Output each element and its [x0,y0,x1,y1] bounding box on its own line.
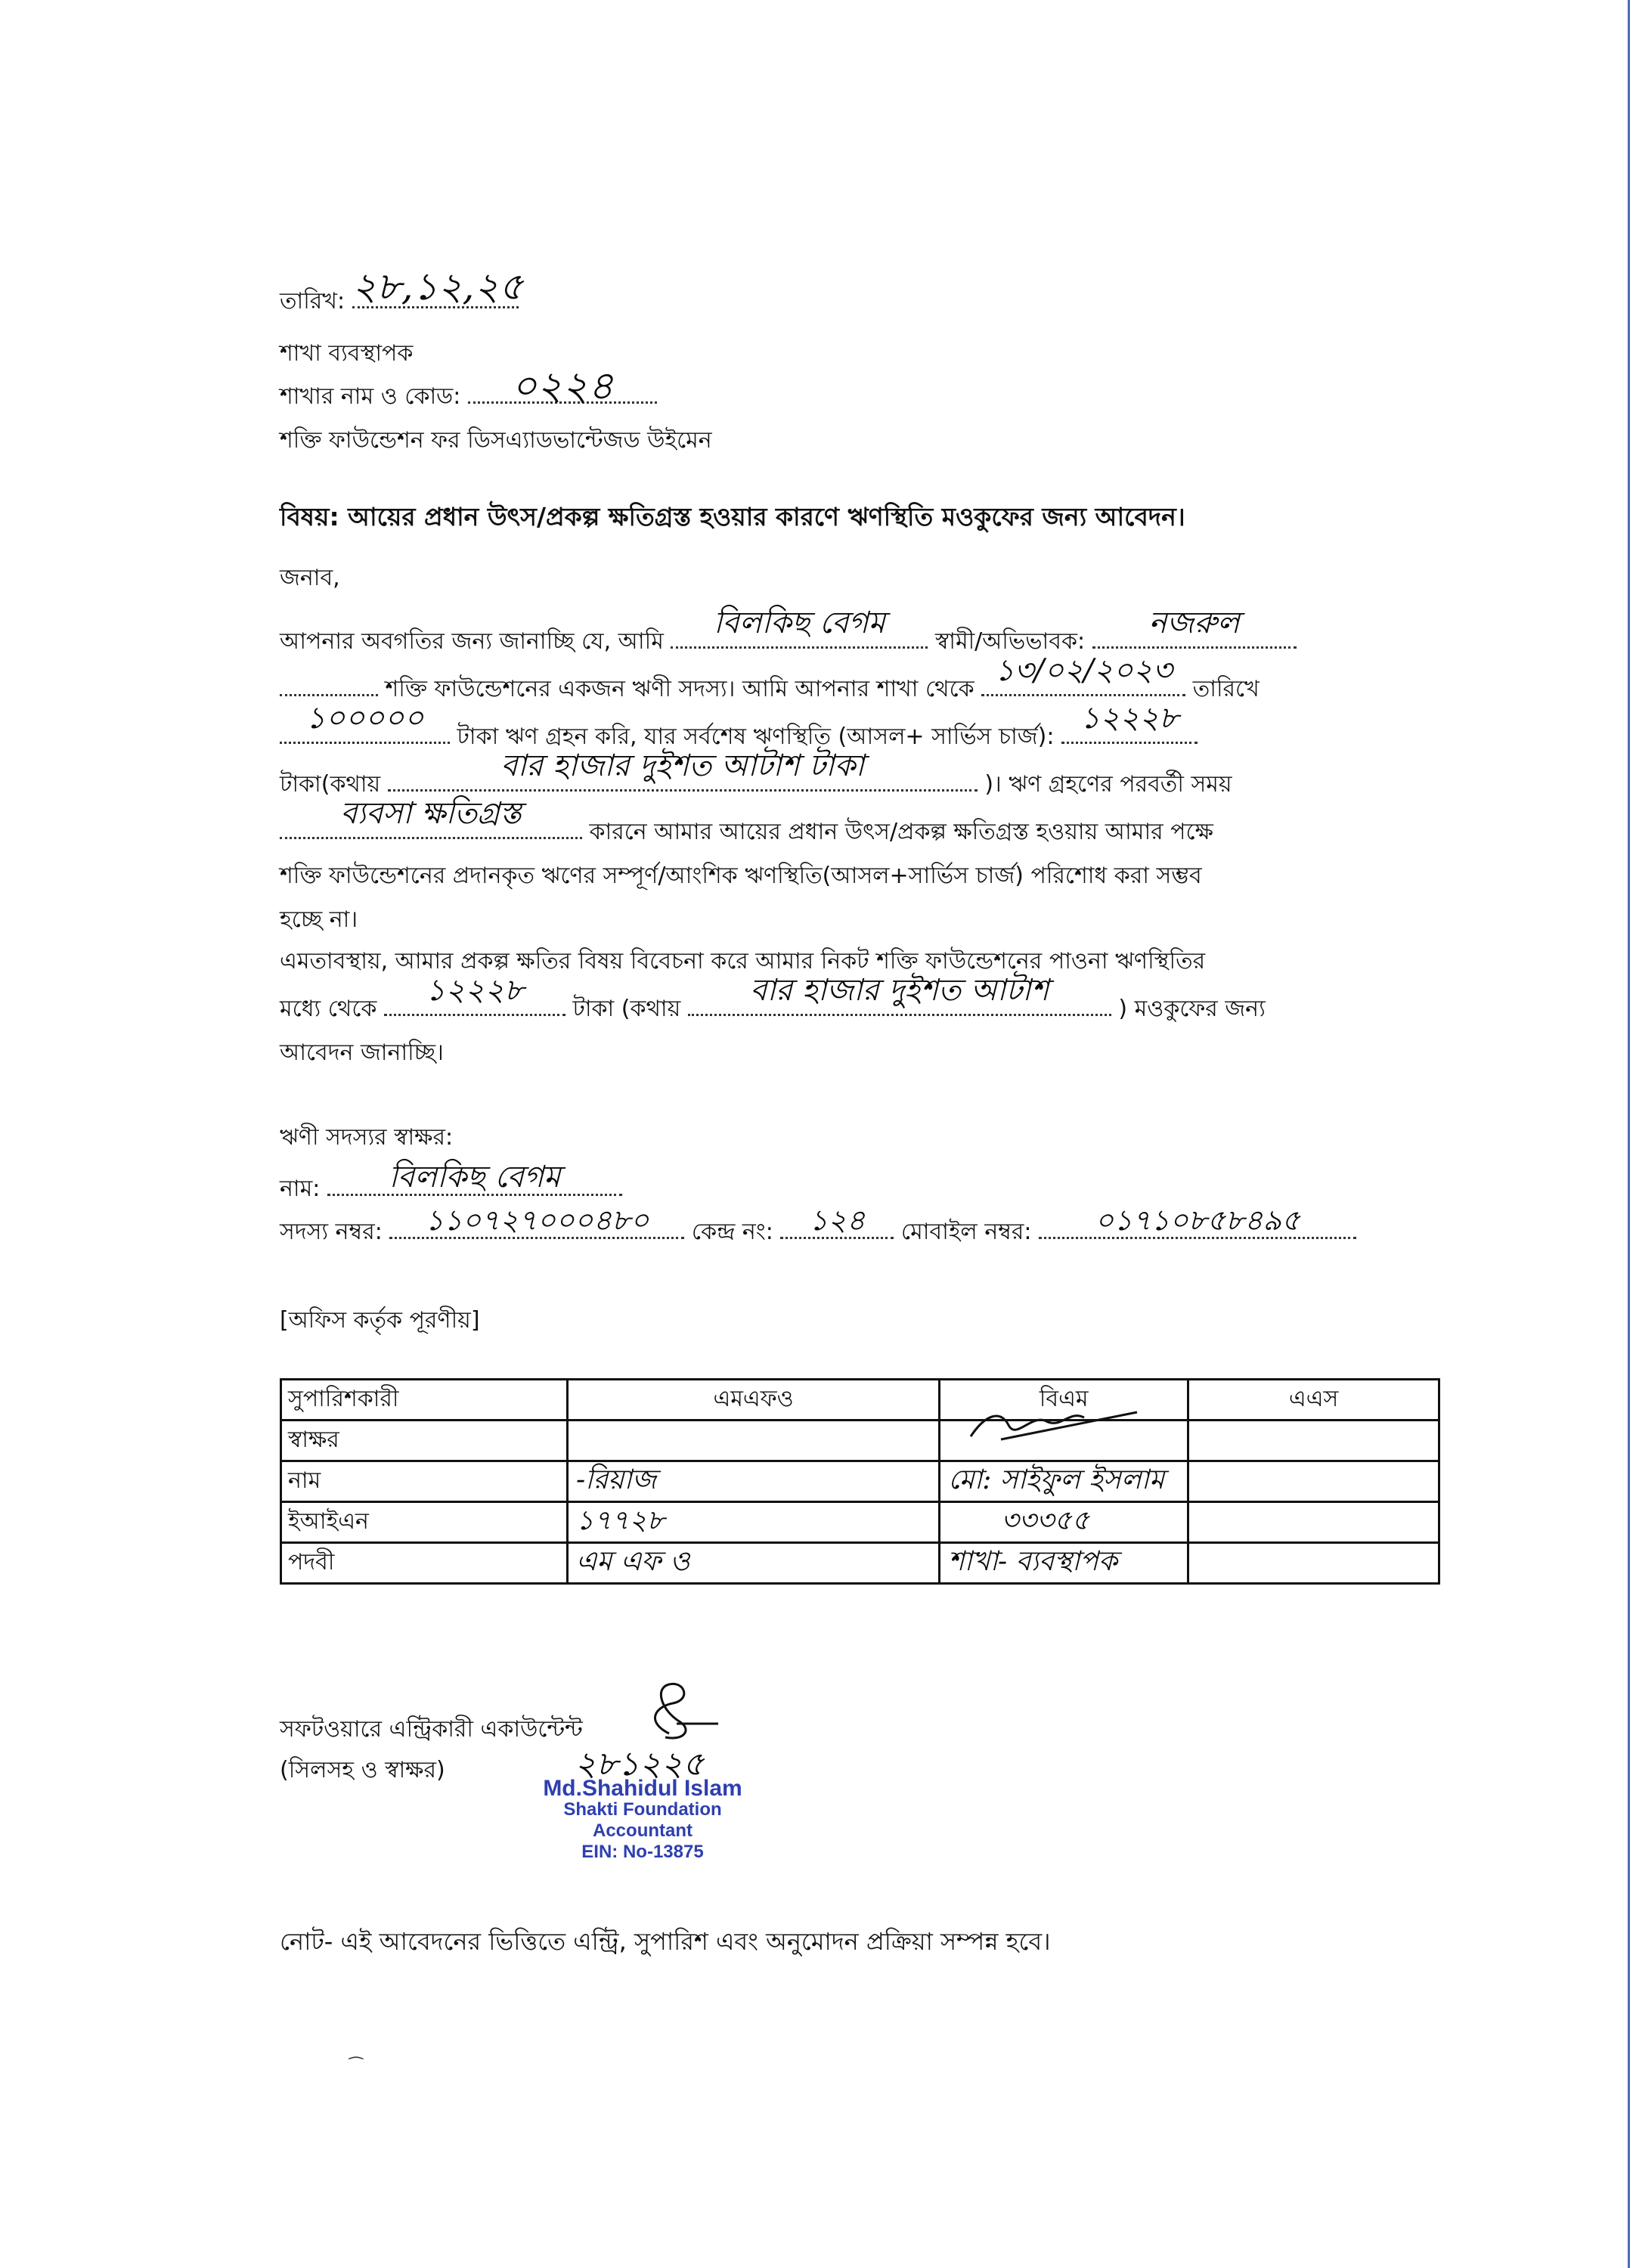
accountant-seal-stamp [529,1778,756,1863]
member-no-field[interactable] [389,1204,684,1239]
branch-code-value: ০২২৪ [511,364,614,409]
date-field[interactable] [352,265,524,308]
salutation: জনাব, [280,565,340,591]
member-signature-title: ঋণী সদস্যর স্বাক্ষর: [280,1124,454,1151]
col-recommender: সুপারিশকারী [281,1380,568,1421]
branch-label: শাখার নাম ও কোড: [280,383,461,410]
stamp-role: Accountant [593,1820,693,1841]
member-no-value: ১১০৭২৭০০০৪৮০ [425,1204,649,1237]
date-label: তারিখ: [280,288,345,314]
branch-code-field[interactable] [468,364,657,409]
paragraph-1 [280,606,1444,942]
accountant-sublabel: (সিলসহ ও স্বাক্ষর) [280,1757,445,1783]
cell-bm-ein[interactable]: ৩৩৩৫৫ [940,1502,1188,1543]
p1-text-7: কারনে আমার আয়ের প্রধান উৎস/প্রকল্প ক্ষতিগ্রস্ত হওয়ায় আমার পক্ষে [589,819,1213,845]
addressee: শাখা ব্যবস্থাপক [280,340,414,367]
branch-row [280,364,657,412]
signature-name-value: বিলকিছ বেগম [389,1160,561,1194]
office-section-title: [অফিস কর্তৃক পূরণীয়] [280,1307,480,1334]
p1-text-2: শক্তি ফাউন্ডেশনের একজন ঋণী সদস্য। আমি আপনার শাখা থেকে [385,676,974,702]
member-no-label: সদস্য নম্বর: [280,1219,383,1245]
cell-mfo-designation[interactable]: এম এফ ও [568,1543,940,1584]
stamp-name: Md.Shahidul Islam [543,1776,742,1801]
table-row [281,1502,1439,1543]
loan-date-value: ১৩/০২/২০২৩ [994,653,1173,688]
cell-as-name[interactable] [1188,1461,1439,1502]
member-name-row [280,1160,622,1204]
p1-text-6: )। ঋণ গ্রহণের পরবর্তী সময় [984,771,1232,798]
p1-text-3: তারিখে [1192,676,1260,702]
cell-bm-name[interactable]: মো: সাইফুল ইসলাম [940,1461,1188,1502]
accountant-label: সফটওয়ারে এন্ট্রিকারী একাউন্টেন্ট [280,1716,583,1743]
organization-name: শক্তি ফাউন্ডেশন ফর ডিসএ্যাডভান্টেজড উইমেন [280,427,712,454]
table-header-row [281,1380,1439,1421]
stamp-ein: EIN: No-13875 [581,1842,704,1862]
cell-bm-designation[interactable]: শাখা- ব্যবস্থাপক [940,1543,1188,1584]
accountant-signature-icon [639,1677,722,1745]
member-name-value: বিলকিছ বেগম [714,606,885,640]
cell-as-signature[interactable] [1188,1421,1439,1461]
waiver-amount-field[interactable] [384,973,565,1016]
loan-amount-field[interactable] [280,701,450,744]
outstanding-field[interactable] [1061,701,1198,744]
col-bm: বিএম [940,1380,1188,1421]
table-row [281,1543,1439,1584]
date-row [280,265,524,317]
outstanding-words-field[interactable] [388,748,978,792]
p1-text-4: টাকা ঋণ গ্রহন করি, যার সর্বশেষ ঋণস্থিতি (আসল+ সার্ভিস চার্জ): [457,723,1055,750]
cell-mfo-ein[interactable]: ১৭৭২৮ [568,1502,940,1543]
cell-mfo-signature[interactable] [568,1421,940,1461]
p2-text-3: টাকা (কথায় [572,996,681,1022]
row-label-name: নাম [281,1461,568,1502]
center-value: ১২৪ [809,1204,866,1237]
table-row [281,1421,1439,1461]
row-label-ein: ইআইএন [281,1502,568,1543]
cell-as-ein[interactable] [1188,1502,1439,1543]
loan-date-field[interactable] [981,653,1185,696]
member-ids-row [280,1204,1356,1247]
p1-text-1: আপনার অবগতির জন্য জানাচ্ছি যে, আমি [280,628,664,655]
p2-text-1: এমতাবস্থায়, আমার প্রকল্প ক্ষতির বিষয় বিবেচনা করে আমার নিকট শক্তি ফাউন্ডেশনের পাওনা ঋণস্থিতির [280,948,1206,974]
guardian-value: নজরুল [1148,606,1240,640]
stamp-org: Shakti Foundation [563,1799,722,1820]
mobile-field[interactable] [1039,1204,1356,1239]
p2-text-5: আবেদন জানাচ্ছি। [280,1040,444,1066]
center-label: কেন্দ্র নং: [691,1219,773,1245]
guardian-field-continuation [280,691,378,696]
p1-text-9: হচ্ছে না। [280,906,358,933]
paragraph-2 [280,940,1444,1075]
loan-amount-value: ১০০০০০ [305,701,424,736]
row-label-designation: পদবী [281,1543,568,1584]
col-mfo: এমএফও [568,1380,940,1421]
p2-text-2: মধ্যে থেকে [280,996,377,1022]
guardian-label: স্বামী/অভিভাবক: [934,628,1086,655]
subject-line: বিষয়: আয়ের প্রধান উৎস/প্রকল্প ক্ষতিগ্রস্ত হওয়ার কারণে ঋণস্থিতি মওকুফের জন্য আবেদন। [280,502,1185,531]
stray-pen-mark: ⁀ [349,2058,363,2077]
waiver-words-value: বার হাজার দুইশত আটাশ [750,973,1049,1008]
p1-text-8: শক্তি ফাউন্ডেশনের প্রদানকৃত ঋণের সম্পূর্ণ/আংশিক ঋণস্থিতি(আসল+সার্ভিস চার্জ) পরিশোধ করা সম্ভব [280,863,1202,889]
mobile-value: ০১৭১০৮৫৮৪৯৫ [1095,1204,1300,1237]
outstanding-words-value: বার হাজার দুইশত আটাশ টাকা [500,748,865,783]
member-name-label: নাম: [280,1176,321,1202]
signature-name-field[interactable] [327,1160,622,1196]
p1-text-5: টাকা(কথায় [280,771,381,798]
office-recommendation-table [280,1378,1440,1585]
center-field[interactable] [780,1204,894,1239]
cell-bm-signature[interactable] [940,1421,1188,1461]
mobile-label: মোবাইল নম্বর: [900,1219,1032,1245]
waiver-words-field[interactable] [688,973,1111,1016]
guardian-field[interactable] [1092,606,1297,649]
scan-edge-line [1628,0,1630,2268]
col-as: এএস [1188,1380,1439,1421]
p2-text-4: ) মওকুফের জন্য [1118,996,1266,1022]
cell-mfo-name[interactable]: -রিয়াজ [568,1461,940,1502]
bm-signature-scribble-icon [956,1406,1152,1441]
waiver-amount-value: ১২২২৮ [425,973,524,1008]
date-value: ২৮,১২,২৫ [352,265,524,308]
outstanding-value: ১২২২৮ [1080,701,1179,736]
reason-field[interactable] [280,796,582,839]
row-label-signature: স্বাক্ষর [281,1421,568,1461]
accountant-signed-date: ২৮১২২৫ [575,1745,705,1783]
cell-as-designation[interactable] [1188,1543,1439,1584]
reason-value: ব্যবসা ক্ষতিগ্রস্ত [340,796,522,831]
footer-note: নোট- এই আবেদনের ভিত্তিতে এন্ট্রি, সুপারিশ এবং অনুমোদন প্রক্রিয়া সম্পন্ন হবে। [280,1927,1051,1956]
member-name-field[interactable] [671,606,928,649]
table-row [281,1461,1439,1502]
